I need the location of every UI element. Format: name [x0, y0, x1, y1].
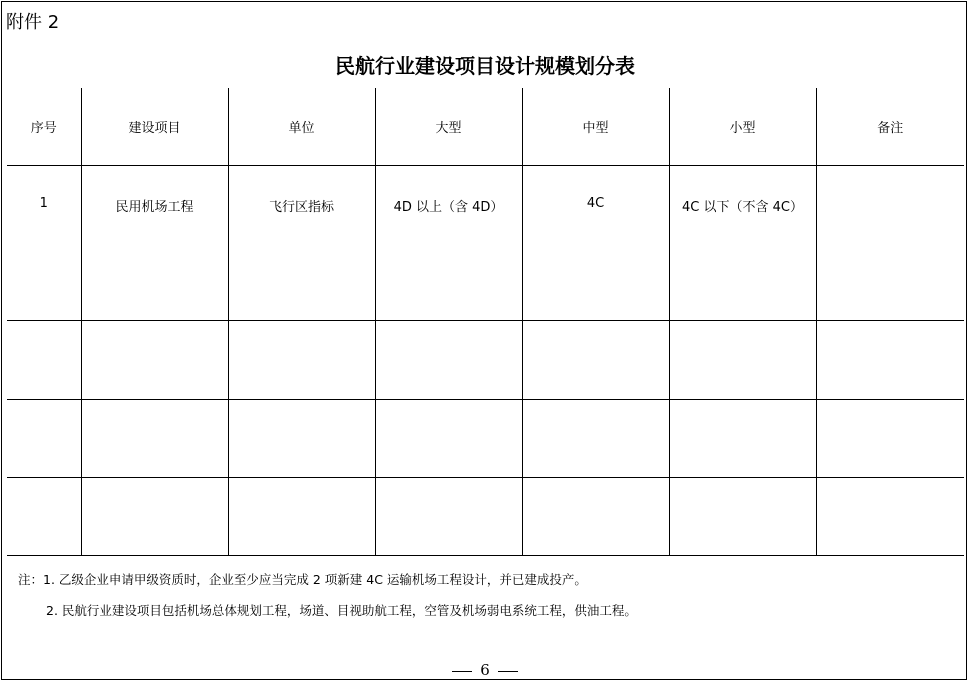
table-cell — [228, 321, 375, 400]
table-cell — [81, 400, 228, 478]
table-row — [7, 166, 964, 321]
footnote-2: 2. 民航行业建设项目包括机场总体规划工程，场道、目视助航工程，空管及机场弱电系统工程，供油工程。 — [46, 603, 637, 618]
table-cell — [816, 321, 964, 400]
table-cell — [7, 478, 81, 556]
table-row — [7, 400, 964, 478]
table-cell: 飞行区指标 — [228, 166, 375, 321]
header-cell: 大型 — [375, 88, 522, 166]
header-cell: 单位 — [228, 88, 375, 166]
table-cell: 4D 以上（含 4D） — [375, 166, 522, 321]
table-cell — [669, 478, 816, 556]
table-cell — [7, 321, 81, 400]
header-cell: 小型 — [669, 88, 816, 166]
table-cell — [816, 400, 964, 478]
table-cell — [522, 400, 669, 478]
header-cell: 备注 — [816, 88, 964, 166]
table-cell — [7, 400, 81, 478]
footnote-1: 注：1. 乙级企业申请甲级资质时，企业至少应当完成 2 项新建 4C 运输机场工程设计，并已建成投产。 — [18, 572, 587, 587]
scale-classification-table — [7, 88, 964, 556]
table-cell — [375, 400, 522, 478]
table-cell — [816, 166, 964, 321]
table-cell — [669, 400, 816, 478]
attachment-label: 附件 2 — [6, 12, 60, 33]
table-cell — [816, 478, 964, 556]
table-cell — [228, 478, 375, 556]
table-cell — [522, 321, 669, 400]
table-cell — [375, 478, 522, 556]
table-cell — [81, 478, 228, 556]
page-number — [2, 660, 968, 680]
header-cell: 建设项目 — [81, 88, 228, 166]
table-cell: 民用机场工程 — [81, 166, 228, 321]
table-cell — [375, 321, 522, 400]
table-cell — [669, 321, 816, 400]
table-cell: 4C — [522, 166, 669, 321]
table-row — [7, 478, 964, 556]
table-cell — [228, 400, 375, 478]
header-cell: 序号 — [30, 121, 57, 136]
dash-left — [452, 671, 472, 672]
table-cell: 4C 以下（不含 4C） — [669, 166, 816, 321]
table-cell — [81, 321, 228, 400]
table-header-row — [7, 88, 964, 166]
table-cell: 1 — [7, 166, 81, 321]
table-cell — [522, 478, 669, 556]
header-cell: 中型 — [522, 88, 669, 166]
page-number-value: 6 — [480, 661, 490, 679]
document-title: 民航行业建设项目设计规模划分表 — [335, 54, 635, 78]
table-row — [7, 321, 964, 400]
document-page — [1, 1, 967, 680]
dash-right — [498, 671, 518, 672]
